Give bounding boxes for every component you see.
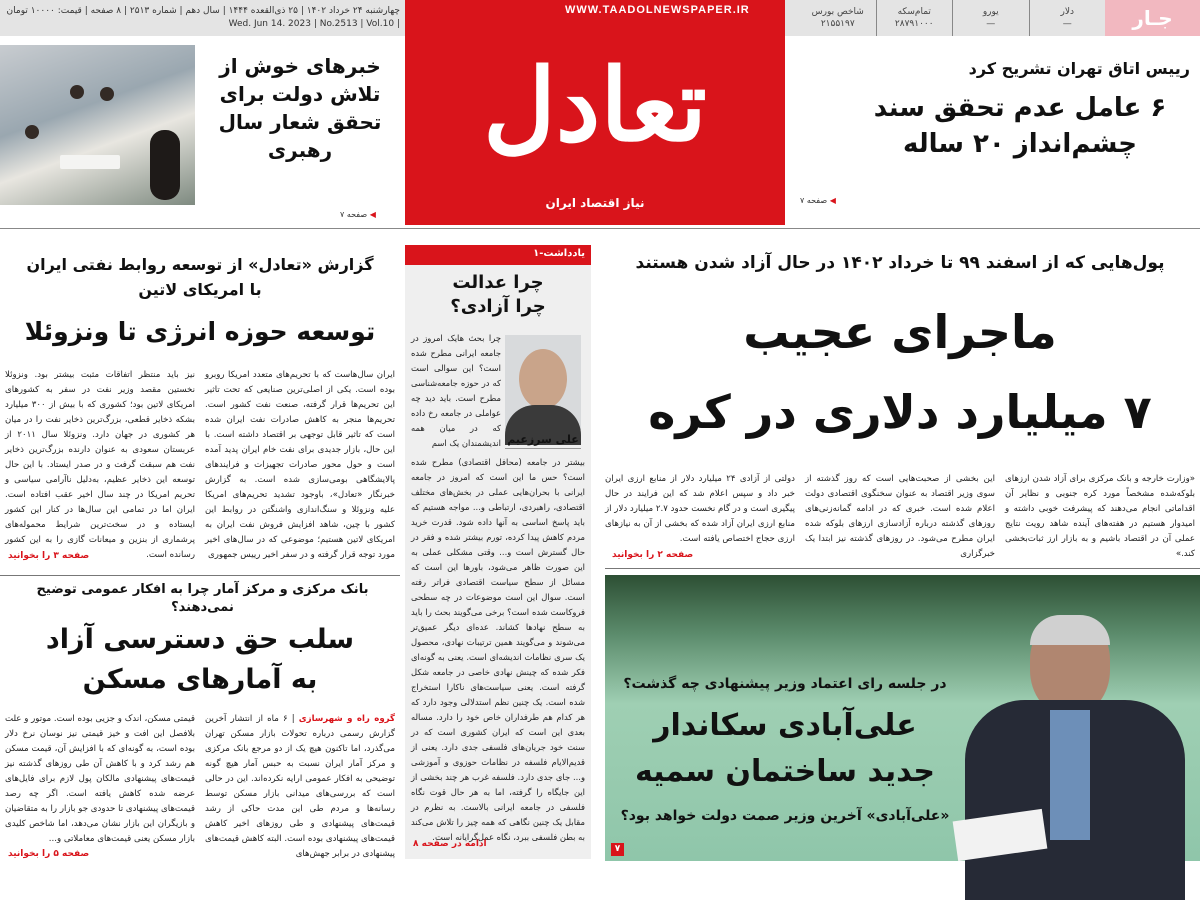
kicker-line: گزارش «تعادل» از توسعه روابط نفتی ایران — [26, 255, 374, 274]
dateline: چهارشنبه ۲۴ خرداد ۱۴۰۲ | ۲۵ ذی‌القعده ۱۴۴۴ | سال دهم | شماره ۲۵۱۳ | ۸ صفحه | قیمت: ۱۰۰۰۰ تومان | Wed. Jun 14. 2023 | No.2513 | Vol.10 — [6, 6, 400, 29]
headline-line: به آمارهای مسکن — [82, 664, 318, 695]
read-more-link[interactable]: صفحه ۳ را بخوانید — [8, 551, 90, 561]
lead-kicker: پول‌هایی که از اسفند ۹۹ تا خرداد ۱۴۰۲ در حال آزاد شدن هستند — [635, 253, 1165, 273]
photo-kicker: در جلسه رای اعتماد وزیر پیشنهادی چه گذشت؟ — [623, 676, 947, 692]
venezuela-kicker — [5, 252, 395, 302]
newspaper-name: تعادل — [483, 46, 707, 164]
top-left-headline[interactable]: خبرهای خوش از تلاش دولت برای تحقق شعار سال رهبری — [218, 54, 382, 162]
divider — [0, 228, 1200, 229]
author-photo — [505, 335, 581, 430]
divider — [0, 575, 400, 576]
slogan: نیاز اقتصاد ایران — [545, 196, 645, 210]
minister-photo — [605, 575, 1200, 861]
lead-col3: دولتی از آزادی ۲۴ میلیارد دلار از منابع ارزی ایران خبر داد و سپس اعلام شد که این فرایند در حال پیگیری است و در گام نخست حدود ۲.۷ میلیارد دلار از منابع ارزی ایران آزاد شده که بخشی از آن به نیازهای ارزی حجاج اختصاص یافته است. — [605, 474, 795, 544]
title-line: چرا عدالت — [452, 272, 544, 293]
market-ticker — [800, 0, 1200, 36]
venezuela-col2: نیز باید منتظر اتفاقات مثبت بیشتر بود. ونزوئلا نخستین مقصد وزیر نفت در سفر به کشورهای امریکای لاتین بود؛ کشوری که با بیش از ۳۰۰ میلیارد بشکه ذخایر قطعی، بزرگ‌ترین ذخایر نفت را در میان هر کشوری در جهان دارد. ونزوئلا سال ۲۰۱۱ از عربستان سعودی به عنوان دارنده بزرگ‌ترین ذخایر نفت هم سبقت گرفت و در صدر ایستاد. با این حال توسعه این ذخایر عظیم، به‌دلیل ناآرامی سیاسی و تحریم امریکا در چند سال اخیر عقب افتاده است. ایران اما در تمامی این سال‌ها در کنار این کشور ایستاده و در سخت‌ترین شرایط محموله‌های پرشماری از بنزین و میعانات گازی را به این کشور رسانده است. — [5, 370, 195, 560]
author-name: علی سرزعیم — [505, 433, 581, 449]
headline-line: جدید ساختمان سمیه — [634, 754, 936, 789]
venezuela-col1: ایران سال‌هاست که با تحریم‌های متعدد امریکا روبرو بوده است. یکی از اصلی‌ترین صنایعی که تحت تاثیر این تحریم‌ها قرار گرفته، صنعت نفت کشور است. تحریم‌ها منجر به کاهش صادرات نفت ایران شده است که تاثیر قابل توجهی بر اقتصاد داشته است. با این حال، بازار جدیدی برای نفت خام ایران پدید آمده است و حول محور صادرات تجهیزات و فرایندهای پالایشگاهی بومی‌سازی شده است. به گزارش خبرنگار «تعادل»، باوجود تشدید تحریم‌های امریکا علیه ونزوئلا و سنگ‌اندازی واشنگتن در روابط این کشور با چین، شاهد افزایش فروش نفت ایران به امریکای لاتین هستیم؛ موضوعی که در سال‌های اخیر مورد توجه قرار گرفته و در سفر اخیر رییس جمهوری — [205, 370, 395, 560]
housing-col1: گروه راه و شهرسازی | ۶ ماه از انتشار آخرین گزارش رسمی درباره تحولات بازار مسکن تهران می‌گذرد، اما تاکنون هیچ یک از دو مرجع بانک مرکزی و مرکز آمار ایران نسبت به حبس آمار هیچ گونه توضیحی به افکار عمومی ارایه نکرده‌اند. این در حالی است که بررسی‌های میدانی بازار مسکن توسط رسانه‌ها و مردم طی این مدت حاکی از رشد قیمت‌های پیشنهادی و طی روزهای اخیر کاهش قیمت‌های پیشنهادی بوده است. البته کاهش قیمت‌های پیشنهادی در برابر جهش‌های — [205, 714, 396, 859]
top-right-kicker: رییس اتاق تهران تشریح کرد — [968, 59, 1190, 78]
read-more-link[interactable]: صفحه ۵ را بخوانید — [8, 849, 90, 859]
market-brand: جـار — [1105, 0, 1200, 36]
market-coin — [876, 0, 953, 36]
title-line: چرا آزادی؟ — [450, 296, 546, 317]
divider — [605, 568, 1200, 569]
label: تمام‌سکه — [897, 7, 931, 17]
headline-line: علی‌آبادی سکاندار — [653, 708, 917, 743]
value: — — [1062, 19, 1072, 29]
value: ۲۱۵۵۱۹۷ — [820, 19, 855, 29]
cabinet-meeting-photo — [0, 45, 195, 205]
housing-headline[interactable] — [5, 620, 395, 700]
page-ref: ◀ صفحه ۷ — [800, 196, 836, 205]
label: شاخص بورس — [811, 7, 864, 17]
kicker-line: با امریکای لاتین — [138, 280, 262, 299]
venezuela-headline[interactable]: توسعه حوزه انرژی تا ونزوئلا — [24, 317, 376, 346]
read-more-link[interactable]: صفحه ۲ را بخوانید — [612, 550, 694, 560]
note-title[interactable] — [405, 271, 591, 319]
market-dollar — [1029, 0, 1106, 36]
lead-col1: «وزارت خارجه و بانک مرکزی برای آزاد شدن ارزهای بلوکه‌شده مشخصاً مورد کره جنوبی و نظایر آن اقداماتی انجام می‌دهند که پیشرفت خوبی داشته و امیدوار هستیم در هفته‌های آینده شاهد رویت نتایج عملی آن در اقتصاد باشیم و به بازار ارز ثبات‌بخشی کند.» — [1005, 474, 1195, 559]
website-url[interactable]: WWW.TAADOLNEWSPAPER.IR — [565, 4, 750, 16]
market-bourse — [800, 0, 876, 36]
headline-line: ماجرای عجیب — [743, 305, 1057, 359]
note-intro: چرا بحث هایک امروز در جامعه ایرانی مطرح شده است؟ این سوالی است که در حوزه جامعه‌شناسی مطرح است. باید دید چه عواملی در جامعه رخ داده که در میان همه اندیشمندان یک اسم — [411, 333, 501, 448]
minister-figure — [955, 615, 1195, 865]
page-number: صفحه ۷ — [340, 210, 368, 219]
note-header: یادداشت-۱ — [405, 245, 591, 265]
editorial-note — [405, 245, 591, 859]
page-number: صفحه ۷ — [800, 196, 828, 205]
lead-col2: این بخشی از صحبت‌هایی است که روز گذشته از سوی وزیر اقتصاد به عنوان سخنگوی اقتصادی دولت اعلام شده است. خبری که در ادامه گمانه‌زنی‌های روزهای گذشته درباره آزادسازی ارزهای بلوکه شده ایران مطرح می‌شود. در روزهای گذشته نیز ابتدا یک خبرگزاری — [805, 474, 995, 559]
label: دلار — [1060, 7, 1074, 17]
top-right-headline[interactable]: ۶ عامل عدم تحقق سند چشم‌انداز ۲۰ ساله — [873, 93, 1167, 159]
photo-headline[interactable] — [610, 703, 960, 795]
label: یورو — [982, 7, 999, 17]
note-body: بیشتر در جامعه (محافل اقتصادی) مطرح شده است؟ حس ما این است که امروز در جامعه ایرانی با بحران‌هایی عملی در بخش‌های مختلف اقتصادی، راهبردی، ارتباطی و... مواجه هستیم که باید پاسخ اساسی به آنها داده شود. قدرت خرید مردم کاهش پیدا کرده، تورم بیشتر شده و فقر در حال گسترش است و... وقتی مشکلی عملی به این صورت ظاهر می‌شود، باورها این است که مسائل از سطح سیاست اقتصادی فراتر رفته است. سوال این است موضوعات در چه سطحی فروکاست شده است؟ برخی می‌گویند بحث را باید به سطح نهادها کشاند. عده‌ای دیگر عمیق‌تر می‌شوند و می‌گویند همین ترتیبات نهادی، محصول یک سری نظامات اندیشه‌ای است. یعنی به گونه‌ای فکر شده که چینش نهادی خاصی در جامعه شکل گرفته است. یعنی سیاست‌های ناکارا استخراج شده است. یک چنین نظم استدلالی وجود دارد که هر کدام هم طرفداران خاص خود را دارد. مساله بعدی این است که ایران کشوری است که در سنت خود جریان‌های فلسفی جدی دارد. یعنی از قدیم‌الایام فلسفه در نظامات حوزوی و آموزشی و... جای جدی دارد. فلسفه غرب هر چند بخشی از این جایگاه را گرفته، اما به هر حال قوت نگاه فلسفی در جامعه ایرانی بالاست. به نظرم در مقابل یک چنین نگاهی که همه چیز را تلاش می‌کند به بطن فلسفی ببرد، نگاه عمل‌گرایانه است. — [411, 457, 585, 842]
market-euro — [952, 0, 1029, 36]
photo-subhead: «علی‌آبادی» آخرین وزیر صمت دولت خواهد بود؟ — [620, 808, 950, 824]
desk-label: گروه راه و شهرسازی — [298, 714, 396, 724]
housing-kicker: بانک مرکزی و مرکز آمار چرا به افکار عمومی توضیح نمی‌دهند؟ — [36, 582, 369, 615]
headline-line: سلب حق دسترسی آزاد — [45, 624, 355, 655]
text: ۶ ماه از انتشار آخرین گزارش رسمی درباره تحولات بازار مسکن تهران می‌گذرد، اما تاکنون هیچ یک از دو مرجع بانک مرکزی و مرکز آمار ایران نسبت به حبس آمار هیچ گونه توضیحی به افکار عمومی ارایه نکرده‌اند. این در حالی است که بررسی‌های میدانی بازار مسکن توسط رسانه‌ها و مردم طی این مدت حاکی از رشد قیمت‌های پیشنهادی و طی روزهای اخیر کاهش قیمت‌های پیشنهادی بوده است. البته کاهش قیمت‌های پیشنهادی در برابر جهش‌های — [205, 714, 395, 859]
page-ref: ◀ صفحه ۷ — [340, 210, 376, 219]
masthead-logo — [405, 0, 785, 225]
page-number-badge[interactable]: ۷ — [611, 843, 624, 856]
headline-line: ۷ میلیارد دلاری در کره — [648, 385, 1152, 439]
value: — — [986, 19, 996, 29]
lead-headline[interactable] — [600, 292, 1200, 452]
continue-link[interactable]: ادامه در صفحه ۸ — [413, 839, 487, 849]
value: ۲۸۷۹۱۰۰۰ — [894, 19, 934, 29]
housing-col2: قیمتی مسکن، اندک و جزیی بوده است. موتور و علت بلافصل این افت و خیز قیمتی نیز نوسان نرخ دلار بوده است، به گونه‌ای که با افزایش آن، قیمت مسکن هم رشد کرد و با کاهش آن طی روزهای گذشته نیز قیمت‌های پیشنهادی مالکان پول لازم برای فایل‌های عرضه شده کاهش یافته است. اگر چه رصد قیمت‌های پیشنهادی تا حدودی جو بازار را به متقاضیان و بازیگران این بازار نشان می‌دهد، اما شاخص کلیدی بازار مسکن یعنی قیمت‌های معاملاتی و... — [5, 714, 195, 844]
